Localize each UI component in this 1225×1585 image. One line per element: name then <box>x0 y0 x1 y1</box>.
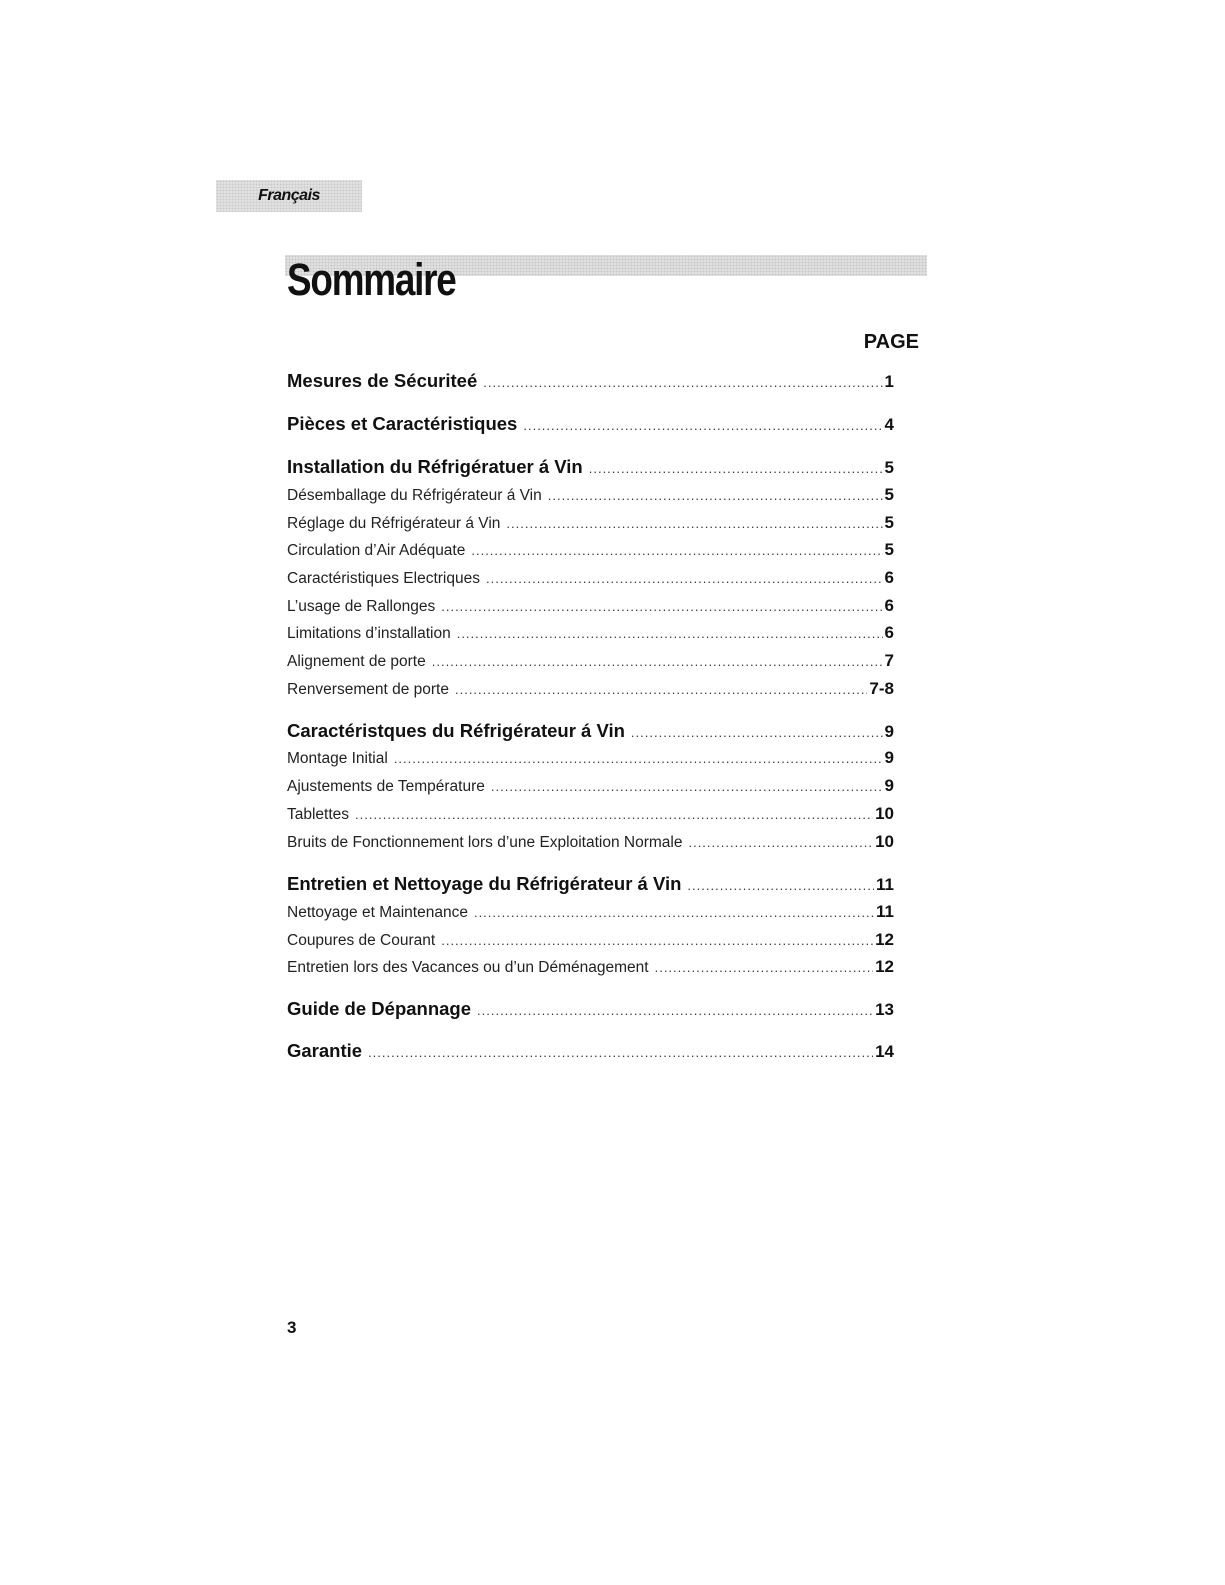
toc-subentry[interactable] <box>287 596 894 618</box>
toc-entry-page: 5 <box>884 485 894 504</box>
dot-leader <box>368 1045 873 1060</box>
dot-leader <box>474 905 874 920</box>
toc-entry-label: Garantie <box>287 1040 363 1061</box>
toc-entry-label: Circulation d’Air Adéquate <box>287 542 466 559</box>
toc-subentry[interactable] <box>287 957 894 979</box>
toc-entry-page: 11 <box>876 902 894 921</box>
toc-entry-page: 5 <box>884 458 894 477</box>
toc-entry-page: 14 <box>875 1042 894 1061</box>
toc-entry-label: Mesures de Sécuriteé <box>287 370 478 391</box>
toc-entry[interactable] <box>287 1040 894 1066</box>
toc-entry-label: Bruits de Fonctionnement lors d’une Exploitation Normale <box>287 834 683 851</box>
toc-entry-label: Limitations d’installation <box>287 625 451 642</box>
dot-leader <box>523 418 882 433</box>
toc-entry-label: Nettoyage et Maintenance <box>287 904 468 921</box>
dot-leader <box>506 516 882 531</box>
toc-entry-page: 10 <box>875 832 894 851</box>
toc-entry-label: Alignement de porte <box>287 653 426 670</box>
dot-leader <box>486 571 883 586</box>
toc-entry-label: Tablettes <box>287 806 350 823</box>
page-number: 3 <box>287 1318 297 1337</box>
toc-subentry[interactable] <box>287 748 894 770</box>
dot-leader <box>394 751 883 766</box>
toc-subentry[interactable] <box>287 679 894 701</box>
dot-leader <box>441 933 873 948</box>
toc-entry-page: 12 <box>875 957 894 976</box>
toc-entry-page: 5 <box>884 513 894 532</box>
toc-entry[interactable] <box>287 720 894 746</box>
toc-entry-label: Désemballage du Réfrigérateur á Vin <box>287 487 542 504</box>
toc-entry-label: Ajustements de Température <box>287 778 485 795</box>
page-title: Sommaire <box>287 254 456 305</box>
toc-entry-label: Montage Initial <box>287 750 388 767</box>
dot-leader <box>471 543 882 558</box>
dot-leader <box>589 461 883 476</box>
toc-entry[interactable] <box>287 413 894 439</box>
toc-subentry[interactable] <box>287 804 894 826</box>
toc-entry-label: Renversement de porte <box>287 681 449 698</box>
toc-entry[interactable] <box>287 998 894 1024</box>
toc-subentry[interactable] <box>287 540 894 562</box>
toc-entry-page: 6 <box>884 623 894 642</box>
toc-entry-label: Entretien lors des Vacances ou d’un Déménagement <box>287 959 649 976</box>
toc-subentry[interactable] <box>287 568 894 590</box>
toc-entry-label: Pièces et Caractéristiques <box>287 413 518 434</box>
toc-entry-label: Caractéristques du Réfrigérateur á Vin <box>287 720 625 741</box>
toc-entry-label: L’usage de Rallonges <box>287 598 436 615</box>
toc-subentry[interactable] <box>287 832 894 854</box>
language-tab <box>216 180 362 212</box>
toc-entry-label: Installation du Réfrigératuer á Vin <box>287 456 583 477</box>
dot-leader <box>477 1003 873 1018</box>
toc-entry-label: Guide de Dépannage <box>287 998 472 1019</box>
toc-entry[interactable] <box>287 456 894 482</box>
toc-entry-page: 10 <box>875 804 894 823</box>
toc-entry-page: 7-8 <box>869 679 894 698</box>
toc-entry-label: Réglage du Réfrigérateur á Vin <box>287 515 501 532</box>
toc-subentry[interactable] <box>287 930 894 952</box>
toc-entry[interactable] <box>287 370 894 396</box>
language-tab-label: Français <box>258 187 320 204</box>
toc-entry-page: 1 <box>884 372 894 391</box>
toc-entry-page: 5 <box>884 540 894 559</box>
dot-leader <box>457 626 883 641</box>
page-column-label: PAGE <box>863 331 919 353</box>
toc-subentry[interactable] <box>287 651 894 673</box>
dot-leader <box>483 375 882 390</box>
toc-entry-page: 9 <box>884 748 894 767</box>
toc-entry-page: 9 <box>884 776 894 795</box>
dot-leader <box>687 878 874 893</box>
toc-entry-page: 12 <box>875 930 894 949</box>
toc-subentry[interactable] <box>287 776 894 798</box>
toc-entry-page: 6 <box>884 568 894 587</box>
toc-entry-label: Coupures de Courant <box>287 932 436 949</box>
toc-subentry[interactable] <box>287 902 894 924</box>
toc-subentry[interactable] <box>287 513 894 535</box>
dot-leader <box>688 835 873 850</box>
dot-leader <box>548 488 883 503</box>
toc-subentry[interactable] <box>287 485 894 507</box>
toc-entry-page: 4 <box>884 415 894 434</box>
dot-leader <box>631 725 883 740</box>
toc-entry-page: 11 <box>876 875 894 894</box>
toc-entry-label: Entretien et Nettoyage du Réfrigérateur á Vin <box>287 873 682 894</box>
toc-entry-label: Caractéristiques Electriques <box>287 570 480 587</box>
toc-entry-page: 6 <box>884 596 894 615</box>
toc-entry[interactable] <box>287 873 894 899</box>
toc-entry-page: 9 <box>884 722 894 741</box>
toc-subentry[interactable] <box>287 623 894 645</box>
toc-entry-page: 7 <box>884 651 894 670</box>
dot-leader <box>355 807 873 822</box>
toc-entry-page: 13 <box>875 1000 894 1019</box>
dot-leader <box>432 654 883 669</box>
dot-leader <box>655 960 873 975</box>
dot-leader <box>441 599 882 614</box>
dot-leader <box>455 682 867 697</box>
dot-leader <box>491 779 883 794</box>
